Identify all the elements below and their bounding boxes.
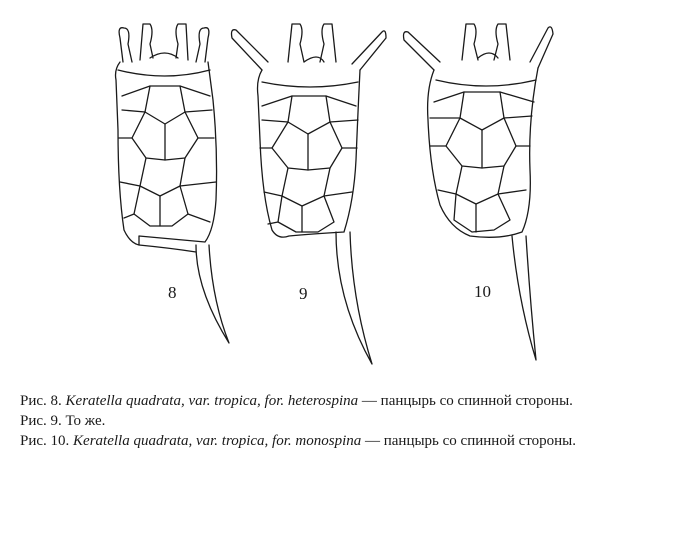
- caption-fig10-rest: — панцырь со спинной стороны.: [364, 433, 576, 449]
- figure-caption: [20, 391, 680, 451]
- caption-fig9: [20, 411, 680, 431]
- caption-fig10-species: Keratella quadrata, var. tropica, for. monospina: [73, 433, 362, 449]
- caption-fig8: [20, 391, 680, 411]
- caption-fig10-prefix: Рис. 10.: [20, 433, 70, 449]
- figure-number-9: 9: [299, 284, 308, 303]
- figure-number-8: 8: [168, 283, 177, 302]
- lorica-drawing-9: [232, 24, 387, 364]
- caption-fig9-text: Рис. 9. То же.: [20, 413, 106, 429]
- caption-fig8-prefix: Рис. 8.: [20, 393, 62, 409]
- lorica-drawing-10: [404, 24, 554, 360]
- figure-number-10: 10: [474, 282, 491, 301]
- caption-fig8-species: Keratella quadrata, var. tropica, for. heterospina: [65, 393, 359, 409]
- caption-fig10: [20, 431, 680, 451]
- caption-fig8-rest: — панцырь со спинной стороны.: [361, 393, 573, 409]
